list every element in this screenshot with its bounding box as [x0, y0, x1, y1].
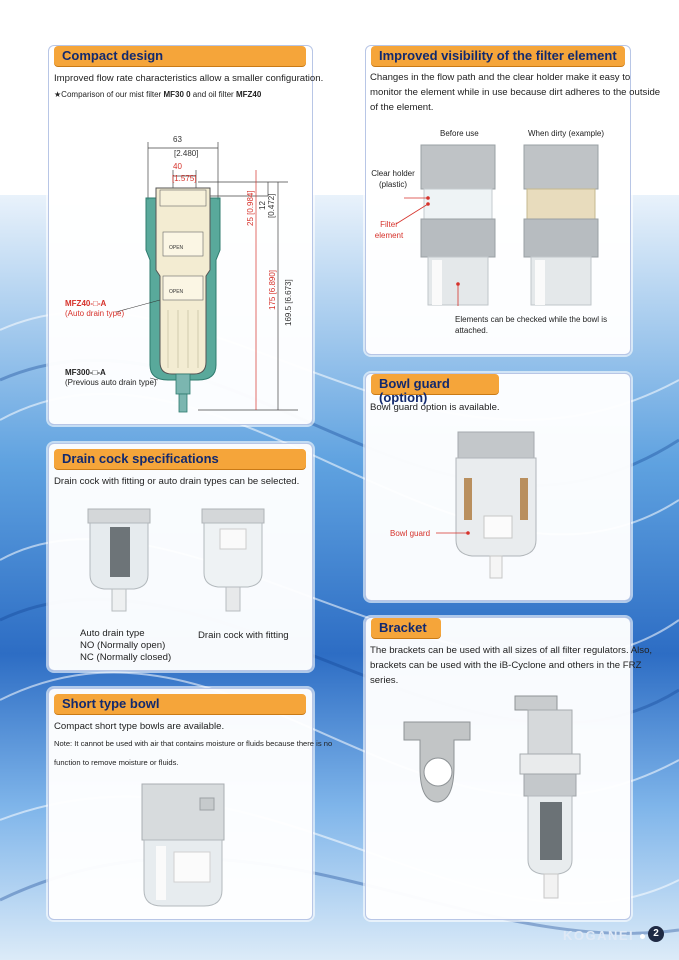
- bowl-guard-leader: [434, 528, 474, 538]
- visibility-title: Improved visibility of the filter element: [371, 46, 625, 66]
- open-label-2: OPEN: [169, 289, 184, 295]
- drain-cock-title: Drain cock specifications: [54, 449, 306, 469]
- short-bowl-note: Note: It cannot be used with air that contains moisture or fluids because there is no function to remove moisture or fluids.: [54, 739, 333, 767]
- drain-photos: [70, 505, 300, 620]
- drain-cock-desc: Drain cock with fitting or auto drain types can be selected.: [54, 476, 300, 487]
- visibility-desc: Changes in the flow path and the clear holder make it easy to monitor the element while in use because dirt adheres to the outside of the element.: [370, 72, 661, 113]
- footer-dot: [640, 934, 645, 939]
- short-bowl-desc: Compact short type bowls are available.: [54, 721, 225, 732]
- note-model-2: MFZ40: [235, 90, 262, 99]
- footer-brand: KOGANEI: [563, 928, 635, 943]
- compact-design-desc: Improved flow rate characteristics allow a smaller configuration.: [54, 73, 324, 84]
- open-label-1: OPEN: [169, 245, 184, 251]
- note-mid: and oil filter: [192, 90, 234, 99]
- dim-63: 63: [173, 135, 182, 144]
- drain-cock-fitting-label: Drain cock with fitting: [198, 630, 289, 641]
- new-model-label: MFZ40-□-A: [65, 299, 107, 308]
- auto-drain-no: NO (Normally open): [80, 640, 166, 651]
- dim-40: 40: [173, 162, 182, 171]
- bowl-guard-desc: Bowl guard option is available.: [370, 402, 500, 413]
- star-icon: ★: [54, 90, 62, 99]
- short-bowl-title: Short type bowl: [54, 694, 306, 714]
- elements-check-note: Elements can be checked while the bowl is attached.: [455, 315, 608, 335]
- dim-12: 12: [258, 201, 267, 210]
- old-model-label: MF300-□-A: [65, 368, 106, 377]
- bowl-guard-photo: [440, 428, 550, 588]
- dim-12-in: [0.472]: [267, 193, 276, 218]
- dim-25: 25 [0.984]: [246, 190, 255, 226]
- auto-drain-label: Auto drain type: [80, 628, 145, 639]
- dim-40-in: [1.575]: [172, 174, 197, 183]
- dim-169: 169.5 [6.673]: [284, 279, 293, 326]
- new-model-sub: (Auto drain type): [65, 309, 125, 318]
- filter-element-label: Filter element: [374, 220, 404, 240]
- bracket-title: Bracket: [371, 618, 441, 638]
- old-model-sub: (Previous auto drain type): [65, 378, 157, 387]
- when-dirty-label: When dirty (example): [528, 129, 605, 138]
- note-model-1: MF30 0: [163, 90, 191, 99]
- page-number: 2: [648, 926, 664, 942]
- bracket-desc: The brackets can be used with all sizes of all filter regulators. Also, brackets can be used with the iB-Cyclone and others in the FRZ series.: [370, 645, 653, 686]
- bowl-guard-title: Bowl guard (option): [371, 374, 499, 394]
- short-bowl-photo: [130, 780, 235, 910]
- bowl-guard-label: Bowl guard: [390, 529, 431, 538]
- auto-drain-nc: NC (Normally closed): [80, 652, 172, 663]
- dim-63-in: [2.480]: [174, 149, 199, 158]
- compact-comparison-note: [54, 89, 314, 100]
- before-use-label: Before use: [440, 129, 479, 138]
- bracket-photos: [390, 690, 630, 902]
- note-prefix: Comparison of our mist filter: [61, 90, 162, 99]
- clear-holder-label: Clear holder (plastic): [371, 169, 415, 189]
- compact-design-title: Compact design: [54, 46, 306, 66]
- dim-175: 175 [6.890]: [268, 269, 277, 310]
